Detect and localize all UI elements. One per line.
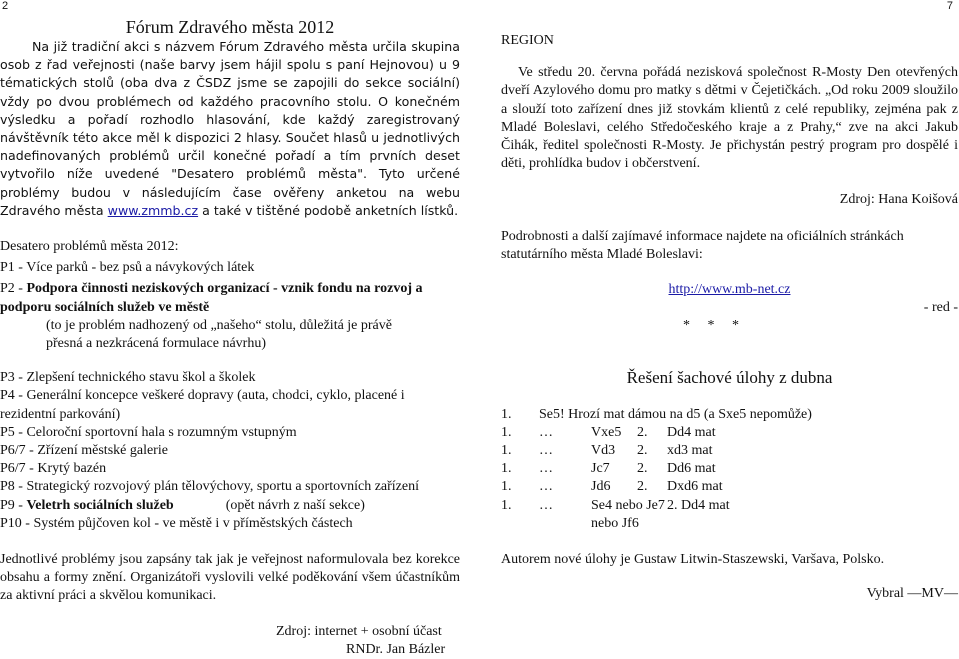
chess-signature: Vybral —MV—: [866, 586, 958, 602]
move-white: xd3 mat: [667, 443, 713, 459]
move-white: Dd4 mat: [681, 497, 730, 513]
problem-p8: P8 - Strategický rozvojový plán tělovýchovy, sportu a sportovních zařízení: [0, 479, 419, 495]
move-number: 1.: [501, 443, 512, 459]
move-ellipsis: …: [539, 479, 553, 495]
problem-p10: P10 - Systém půjčoven kol - ve městě i v příměstských částech: [0, 515, 353, 531]
move-number: 1.: [501, 479, 512, 495]
chess-row: [501, 460, 812, 478]
move-number-2: 2.: [637, 424, 648, 440]
intro-text-2: a také v tištěné podobě anketních lístků.: [198, 202, 459, 218]
chess-row: [501, 406, 812, 424]
problem-p4: P4 - Generální koncepce veškeré dopravy (auta, chodci, cyklo, placené i rezidentní parkování): [0, 388, 405, 422]
info-paragraph: Podrobnosti a další zajímavé informace najdete na oficiálních stránkách statutárního města Mladé Boleslavi:: [501, 228, 904, 262]
article-source: Zdroj: internet + osobní účast: [276, 623, 442, 639]
move-number-2: 2.: [637, 443, 648, 459]
move-final: [667, 497, 812, 533]
region-source: Zdroj: Hana Koišová: [839, 192, 958, 208]
chess-row: [501, 442, 812, 460]
chess-row: [501, 497, 812, 533]
chess-row: [501, 478, 812, 496]
problem-p9: [0, 497, 460, 515]
move-number-2: 2.: [637, 479, 648, 495]
right-column: [501, 8, 958, 603]
closing-paragraph: Jednotlivé problémy jsou zapsány tak jak je veřejnost naformulovala bez korekce obsahu a formy znění. Organizátoři vyslovili velké poděkování všem účastníkům za aktivní práci a skvělou komunikaci.: [0, 552, 460, 604]
move-main: Se5! Hrozí mat dámou na d5 (a Sxe5 nepomůže): [539, 406, 812, 422]
page-number-right: 7: [946, 0, 953, 12]
move-number: 1.: [501, 406, 512, 422]
zmmb-link[interactable]: www.zmmb.cz: [107, 202, 199, 218]
move-black: Jd6: [591, 479, 611, 495]
move-number-2: 2.: [637, 461, 648, 477]
page-number-left: 2: [2, 0, 9, 12]
chess-solution-table: [501, 406, 812, 533]
move-black: Vxe5: [591, 424, 622, 440]
move-ellipsis: …: [539, 497, 553, 513]
problem-p2: [0, 280, 460, 316]
region-label: REGION: [501, 33, 554, 48]
move-number: 1.: [501, 461, 512, 477]
list-heading: Desatero problémů města 2012:: [0, 239, 179, 255]
region-paragraph: Ve středu 20. června pořádá nezisková společnost R-Mosty Den otevřených dveří Azylového domu pro matky s dětmi v Čejetičkách. „Od roku 2009 sloužilo a slouží toto zařízení dnes již stovkám klientů z celé republiky, zejména pak z Mladé Boleslavi, celého Středočeského kraje a z Prahy,“ zve na akci Jakub Čihák, ředitel společnosti R-Mosty. Je přichystán pestrý program pro dospělé i děti, prohlídka budov i občerstvení.: [501, 65, 958, 172]
problem-p2-title: Podpora činnosti neziskových organizací - vznik fondu na rozvoj a podporu sociálních služeb ve městě: [0, 281, 423, 315]
article-author: RNDr. Jan Bázler: [346, 641, 446, 657]
move-number: 1.: [501, 424, 512, 440]
move-ellipsis: …: [539, 424, 553, 440]
move-black: Jc7: [591, 461, 610, 477]
problem-p6-7-pool: P6/7 - Krytý bazén: [0, 461, 107, 477]
move-black: Vd3: [591, 443, 616, 459]
mb-net-link[interactable]: http://www.mb-net.cz: [668, 282, 791, 298]
problem-p3: P3 - Zlepšení technického stavu škol a školek: [0, 370, 256, 386]
chess-author: Autorem nové úlohy je Gustaw Litwin-Staszewski, Varšava, Polsko.: [501, 552, 885, 568]
intro-text-1: Na již tradiční akci s názvem Fórum Zdravého města určila skupina osob z řad veřejnosti (naše barvy jsem hájil spolu s paní Hejnovou) u 9 tématických stolů (oba dva z ČSDZ jsme se zapojili do sekce sociální) vždy po dvou problémech od každého pracovního stolu. O konečném výsledku a pořadí rozhodlo hlasování, kde každý zaregistrovaný návštěvník této akce měl k dispozici 2 hlasy. Součet hlasů u jednotlivých nadefinovaných problémů určil konečné pořadí a tím prvních deset vytvořilo níže uvedené "Desatero problémů města". Tyto určené problémy budou v následujícím čase ověřeny anketou na webu Zdravého města: [0, 39, 460, 218]
move-number-2: 2.: [667, 497, 678, 513]
problem-p9-title: Veletrh sociálních služeb: [26, 497, 174, 513]
article-title: Fórum Zdravého města 2012: [125, 17, 335, 37]
left-column: [0, 8, 460, 659]
problem-p2-prefix: P2 -: [0, 281, 27, 297]
problem-p5: P5 - Celoroční sportovní hala s rozumným vstupným: [0, 424, 297, 440]
move-white: Dd4 mat: [667, 424, 716, 440]
move-number: 1.: [501, 497, 512, 513]
move-white: Dxd6 mat: [667, 479, 723, 495]
move-white: Dd6 mat: [667, 461, 716, 477]
chess-title: Řešení šachové úlohy z dubna: [626, 367, 833, 387]
section-divider-stars: * * *: [683, 318, 739, 334]
move-ellipsis: …: [539, 461, 553, 477]
intro-paragraph: [0, 38, 460, 220]
problem-p9-prefix: P9 -: [0, 497, 27, 513]
move-ellipsis: …: [539, 443, 553, 459]
chess-row: [501, 424, 812, 442]
problem-p9-note: (opět návrh z naší sekce): [225, 497, 365, 513]
move-black: Se4 nebo Je7 nebo Jf6: [591, 497, 665, 531]
red-signature: - red -: [923, 300, 958, 316]
problem-p1: P1 - Více parků - bez psů a návykových látek: [0, 260, 255, 276]
problem-p6-7-gallery: P6/7 - Zřízení městské galerie: [0, 443, 168, 459]
problem-p2-note: (to je problém nadhozený od „našeho“ stolu, důležitá je právě přesná a nezkrácená formulace návrhu): [46, 317, 392, 352]
